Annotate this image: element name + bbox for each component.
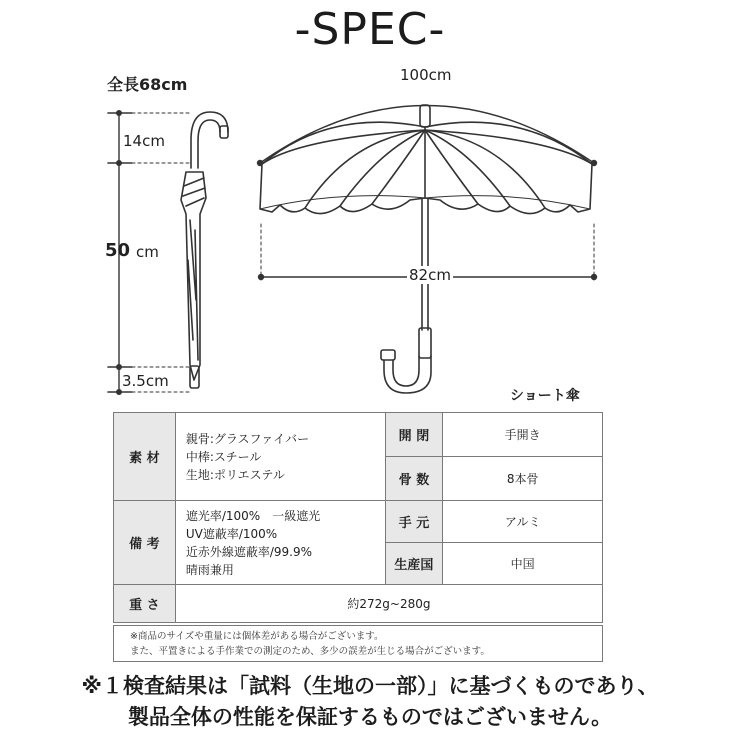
remarks-header: 備 考 (114, 501, 176, 585)
handle-length-label: 14cm (123, 132, 165, 150)
weight-value: 約272g~280g (175, 585, 602, 623)
handle-value: アルミ (443, 501, 603, 543)
origin-header: 生産国 (385, 543, 443, 585)
handle-header: 手 元 (385, 501, 443, 543)
width-label: 82cm (409, 266, 451, 284)
material-value: 親骨:グラスファイバー 中棒:スチール 生地:ポリエステル (175, 413, 385, 501)
page-title: -SPEC- (294, 4, 446, 55)
spec-table (113, 412, 603, 623)
remarks-value: 遮光率/100% 一級遮光 UV遮蔽率/100% 近赤外線遮蔽率/99.9% 晴雨兼用 (175, 501, 385, 585)
material-header: 素 材 (114, 413, 176, 501)
footer-line-1: ※１検査結果は「試料（生地の一部）」に基づくものであり、 (81, 674, 659, 698)
opening-header: 開 閉 (385, 413, 443, 457)
ribs-value: 8本骨 (443, 457, 603, 501)
opening-value: 手開き (443, 413, 603, 457)
shaft-length-unit: cm (136, 243, 159, 261)
total-length-label: 全長68cm (107, 75, 188, 94)
tip-length-label: 3.5cm (122, 372, 169, 390)
footer-line-2: 製品全体の性能を保証するものではございません。 (127, 705, 613, 729)
ribs-header: 骨 数 (385, 457, 443, 501)
span-label: 100cm (400, 66, 452, 84)
shaft-length-label: 50 (105, 240, 131, 261)
umbrella-type-label: ショート傘 (510, 388, 580, 404)
weight-header: 重 さ (114, 585, 176, 623)
note-line: ※商品のサイズや重量には個体差がある場合がございます。 (130, 631, 384, 642)
notes (113, 625, 603, 662)
origin-value: 中国 (443, 543, 603, 585)
note-line: また、平置きによる手作業での測定のため、多少の誤差が生じる場合がございます。 (130, 646, 490, 657)
